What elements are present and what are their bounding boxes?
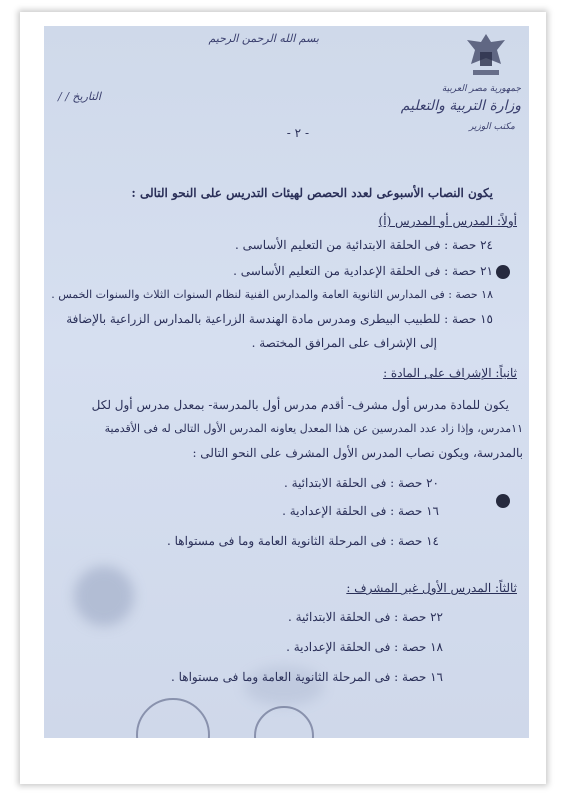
section-2-item: ٢٠ حصة : فى الحلقة الابتدائية . <box>283 476 439 490</box>
section-3-heading: ثالثاً: المدرس الأول غير المشرف : <box>346 581 517 595</box>
section-1-item: ١٨ حصة : فى المدارس الثانوية العامة والمدارس الفنية لنظام السنوات الثلاث والسنوات الخمس . <box>51 288 493 301</box>
section-1-item: ٢٤ حصة : فى الحلقة الابتدائية من التعليم الأساسى . <box>235 238 493 252</box>
section-2-item: ١٦ حصة : فى الحلقة الإعدادية . <box>282 504 439 518</box>
section-2-heading: ثانياً: الإشراف على المادة : <box>383 366 517 380</box>
official-seal-stamp <box>136 698 210 738</box>
punch-hole <box>496 494 510 508</box>
ministry-office: مكتب الوزير <box>469 122 515 132</box>
document-title: يكون النصاب الأسبوعى لعدد الحصص لهيئات التدريس على النحو التالى : <box>131 186 493 200</box>
section-3-item: ٢٢ حصة : فى الحلقة الابتدائية . <box>287 610 443 624</box>
eagle-emblem-icon <box>461 30 511 80</box>
official-seal-stamp <box>254 706 314 738</box>
section-1-item: ١٥ حصة : للطبيب البيطرى ومدرس مادة الهندسة الزراعية بالمدارس الزراعية بالإضافة <box>66 312 493 326</box>
section-1-heading: أولاً: المدرس أو المدرس (أ) <box>378 214 517 228</box>
section-1-item: إلى الإشراف على المرافق المختصة . <box>251 336 437 350</box>
section-2-paragraph: يكون للمادة مدرس أول مشرف- أقدم مدرس أول بالمدرسة- بمعدل مدرس أول لكل <box>91 398 509 412</box>
punch-hole <box>496 265 510 279</box>
basmala: بسم الله الرحمن الرحيم <box>208 32 319 45</box>
date-field: التاريخ / / <box>58 90 101 103</box>
section-2-paragraph: بالمدرسة، ويكون نصاب المدرس الأول المشرف على النحو التالى : <box>192 446 523 460</box>
section-3-item: ١٦ حصة : فى المرحلة الثانوية العامة وما فى مستواها . <box>170 670 443 684</box>
section-2-paragraph: ١١مدرس، وإذا زاد عدد المدرسين عن هذا المعدل يعاونه المدرس الأول التالى له فى الأقدمية <box>104 422 523 435</box>
scanned-document <box>44 26 529 738</box>
page-number: - ٢ - <box>286 126 309 140</box>
section-2-item: ١٤ حصة : فى المرحلة الثانوية العامة وما فى مستواها . <box>166 534 439 548</box>
ministry-line-1: جمهورية مصر العربية <box>441 84 521 94</box>
ministry-name: وزارة التربية والتعليم <box>400 98 521 114</box>
section-3-item: ١٨ حصة : فى الحلقة الإعدادية . <box>286 640 443 654</box>
section-1-item: ٢١ حصة : فى الحلقة الإعدادية من التعليم الأساسى . <box>233 264 493 278</box>
